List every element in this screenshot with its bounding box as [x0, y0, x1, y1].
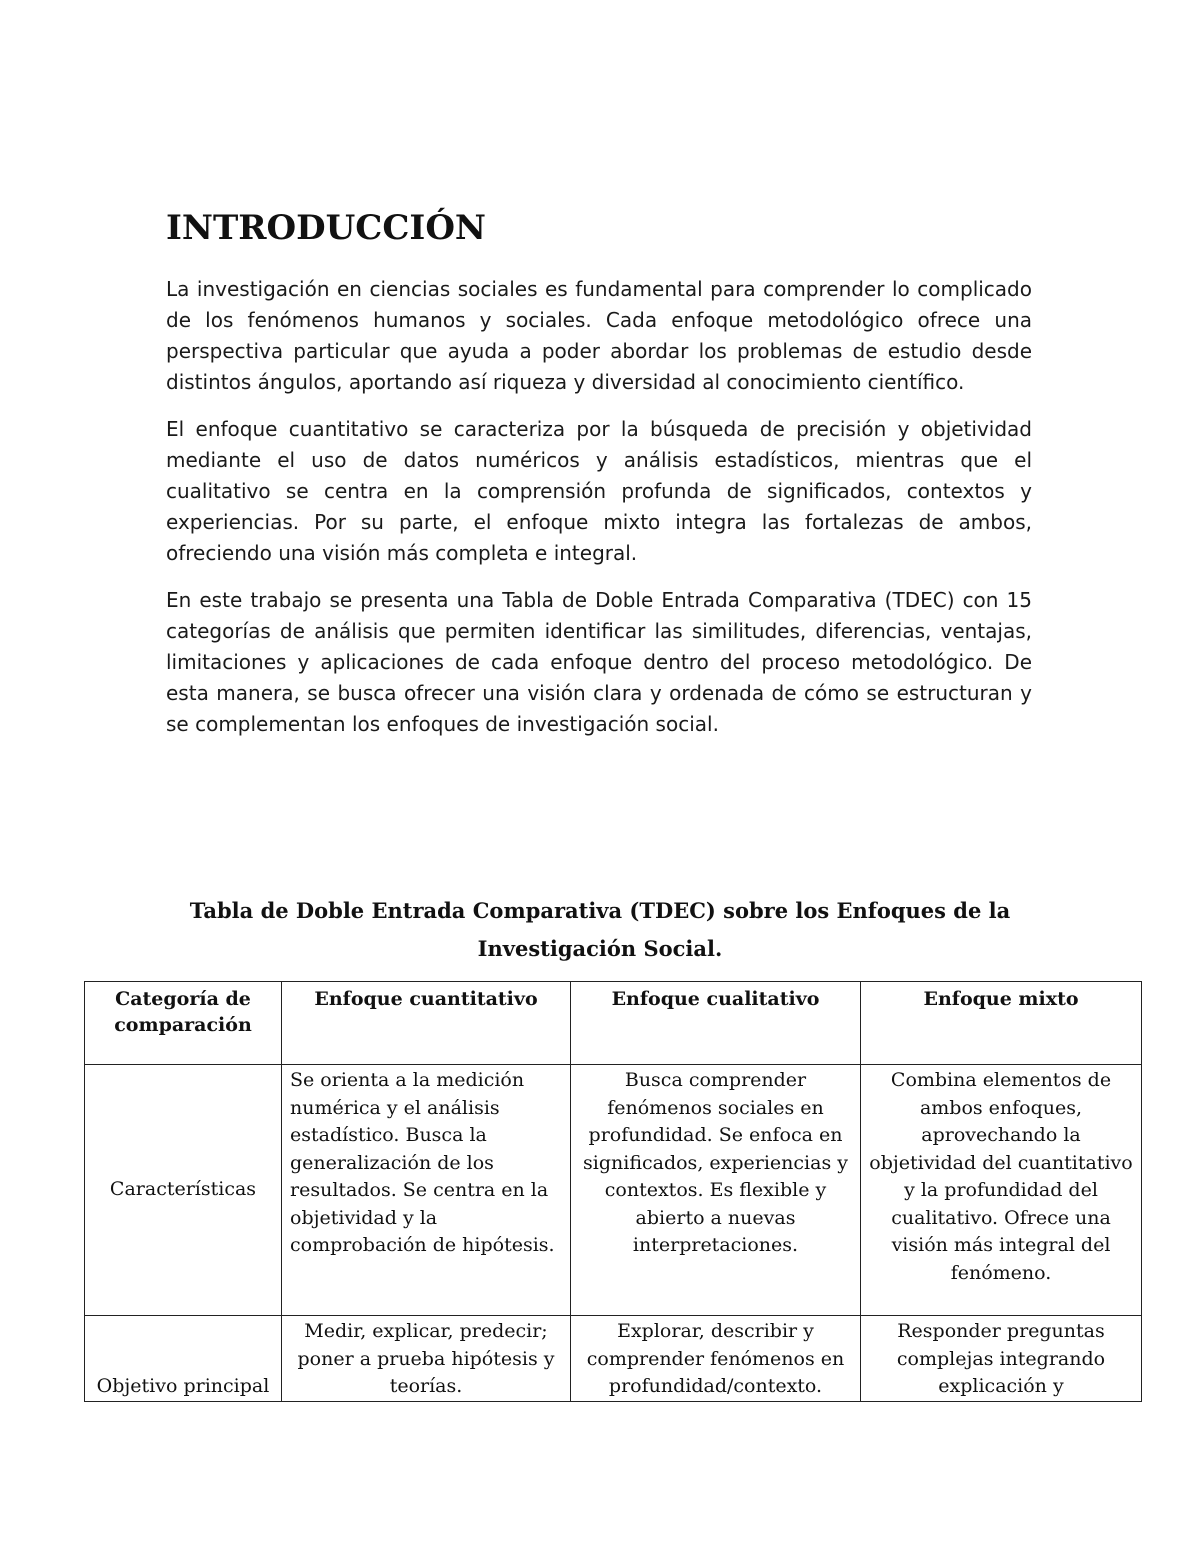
header-mixto: Enfoque mixto: [861, 982, 1142, 1065]
table-header-row: [85, 982, 1142, 1065]
introduction-body: [166, 274, 1032, 756]
comparison-table: [84, 981, 1142, 1402]
intro-paragraph: El enfoque cuantitativo se caracteriza por la búsqueda de precisión y objetividad mediante el uso de datos numéricos y análisis estadísticos, mientras que el cualitativo se centra en la comprensión profunda de significados, contextos y experiencias. Por su parte, el enfoque mixto integra las fortalezas de ambos, ofreciendo una visión más completa e integral.: [166, 417, 1032, 565]
cell-mixto: Responder preguntas complejas integrando explicación y: [861, 1316, 1142, 1402]
cell-cuantitativo: Se orienta a la medición numérica y el análisis estadístico. Busca la generalización de los resultados. Se centra en la objetividad y la comprobación de hipótesis.: [282, 1065, 571, 1316]
header-category: Categoría de comparación: [85, 982, 282, 1065]
cell-cuantitativo: Medir, explicar, predecir; poner a prueba hipótesis y teorías.: [282, 1316, 571, 1402]
header-cuantitativo: Enfoque cuantitativo: [282, 982, 571, 1065]
row-category: Objetivo principal: [85, 1316, 282, 1402]
cell-cualitativo: Busca comprender fenómenos sociales en profundidad. Se enfoca en significados, experiencias y contextos. Es flexible y abierto a nuevas interpretaciones.: [571, 1065, 861, 1316]
intro-paragraph: La investigación en ciencias sociales es fundamental para comprender lo complicado de los fenómenos humanos y sociales. Cada enfoque metodológico ofrece una perspectiva particular que ayuda a poder abordar los problemas de estudio desde distintos ángulos, aportando así riqueza y diversidad al conocimiento científico.: [166, 277, 1032, 394]
cell-mixto: Combina elementos de ambos enfoques, aprovechando la objetividad del cuantitativo y la profundidad del cualitativo. Ofrece una visión más integral del fenómeno.: [861, 1065, 1142, 1316]
table-row: [85, 1316, 1142, 1402]
table-caption: Tabla de Doble Entrada Comparativa (TDEC) sobre los Enfoques de la Investigación Social.: [189, 898, 1011, 961]
table-row: [85, 1065, 1142, 1316]
intro-paragraph: En este trabajo se presenta una Tabla de Doble Entrada Comparativa (TDEC) con 15 categorías de análisis que permiten identificar las similitudes, diferencias, ventajas, limitaciones y aplicaciones de cada enfoque dentro del proceso metodológico. De esta manera, se busca ofrecer una visión clara y ordenada de cómo se estructuran y se complementan los enfoques de investigación social.: [166, 588, 1032, 736]
page-title: INTRODUCCIÓN: [166, 208, 487, 248]
row-category: Características: [85, 1065, 282, 1316]
header-cualitativo: Enfoque cualitativo: [571, 982, 861, 1065]
cell-cualitativo: Explorar, describir y comprender fenómenos en profundidad/contexto.: [571, 1316, 861, 1402]
